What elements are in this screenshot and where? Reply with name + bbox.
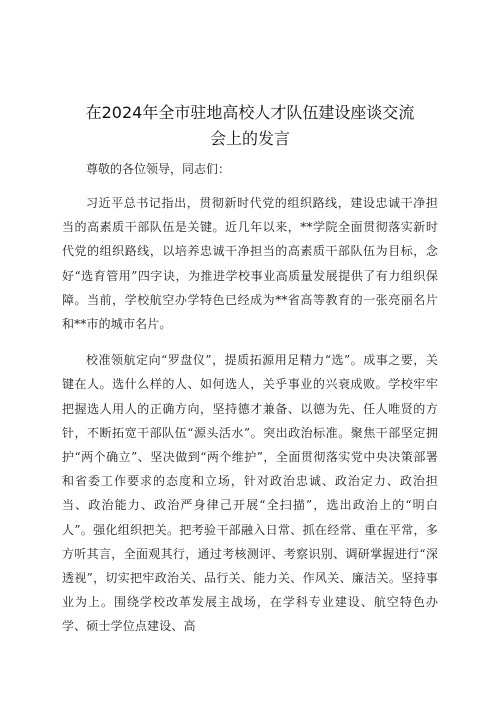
- paragraph-1: 习近平总书记指出，贯彻新时代党的组织路线，建设忠诚干净担当的高素质干部队伍是关键。近几年以来，**学院全面贯彻落实新时代党的组织路线，以培养忠诚干净担当的高素质干部队伍为目标，念好“选育管用”四字诀，为推进学校事业高质量发展提供了有力组织保障。当前，学校航空办学特色已经成为**省高等教育的一张亮丽名片和**市的城市名片。: [62, 196, 438, 332]
- document-body: [62, 157, 438, 651]
- title-line-1: 在2024年全市驻地高校人才队伍建设座谈交流: [85, 103, 415, 122]
- paragraph-2: 校准领航定向“罗盘仪”，提质拓源用足精力“选”。成事之要，关键在人。选什么样的人、如何选人，关乎事业的兴衰成败。学校牢牢把握选人用人的正确方向，坚持德才兼备、以德为先、任人唯贤的方针，不断拓宽干部队伍“源头活水”。突出政治标准。聚焦干部坚定拥护“两个确立”、坚决做到“两个维护”，全面贯彻落实党中央决策部署和省委工作要求的态度和立场，针对政治忠诚、政治定力、政治担当、政治能力、政治严身律己开展“全扫描”，选出政治上的“明白人”。强化组织把关。把考验干部融入日常、抓在经常、重在平常，多方听其言，全面观其行，通过考核测评、考察识别、调研掌握进行“深透视”，切实把牢政治关、品行关、能力关、作风关、廉洁关。坚持事业为上。围绕学校改革发展主战场，在学科专业建设、航空特色办学、硕士学位点建设、高: [62, 353, 438, 634]
- salutation: 尊敬的各位领导，同志们：: [86, 162, 231, 176]
- title-line-2: 会上的发言: [209, 129, 290, 148]
- document-title: [60, 100, 440, 152]
